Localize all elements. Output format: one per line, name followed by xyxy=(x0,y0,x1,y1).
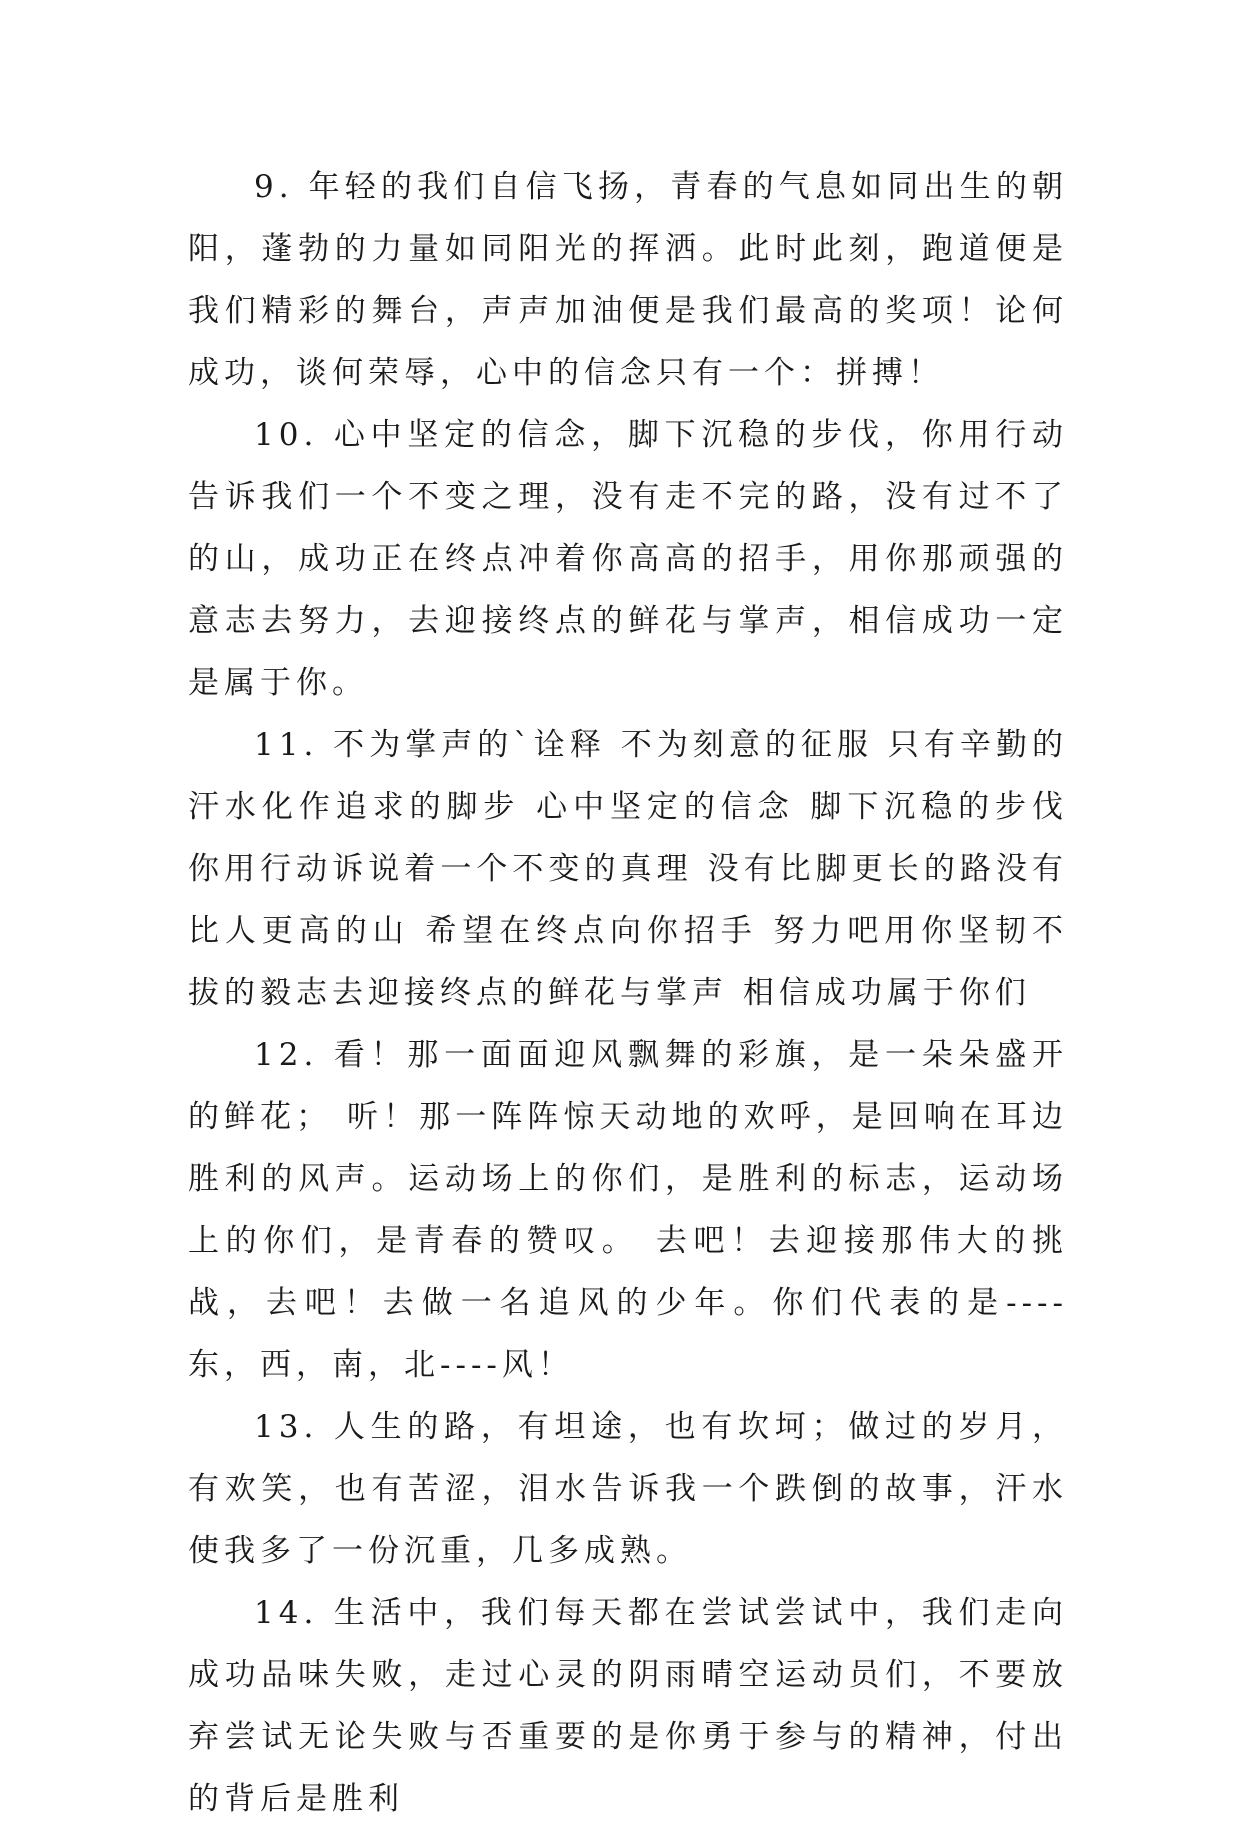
paragraph-12: 12. 看！那一面面迎风飘舞的彩旗，是一朵朵盛开的鲜花； 听！那一阵阵惊天动地的欢呼，是回响在耳边胜利的风声。运动场上的你们，是胜利的标志，运动场上的你们，是青春的赞叹。 去吧！去迎接那伟大的挑战，去吧！去做一名追风的少年。你们代表的是----东，西，南，北----风！ xyxy=(188,1037,1068,1383)
paragraph-14: 14. 生活中，我们每天都在尝试尝试中，我们走向成功品味失败，走过心灵的阴雨晴空运动员们，不要放弃尝试无论失败与否重要的是你勇于参与的精神，付出的背后是胜利 xyxy=(188,1595,1068,1817)
paragraph-13: 13. 人生的路，有坦途，也有坎坷；做过的岁月，有欢笑，也有苦涩，泪水告诉我一个跌倒的故事，汗水使我多了一份沉重，几多成熟。 xyxy=(188,1409,1068,1569)
document-body xyxy=(188,156,1068,1830)
paragraph-10: 10. 心中坚定的信念，脚下沉稳的步伐，你用行动告诉我们一个不变之理，没有走不完的路，没有过不了的山，成功正在终点冲着你高高的招手，用你那顽强的意志去努力，去迎接终点的鲜花与掌声，相信成功一定是属于你。 xyxy=(188,417,1068,701)
paragraph-11: 11. 不为掌声的`诠释 不为刻意的征服 只有辛勤的汗水化作追求的脚步 心中坚定的信念 脚下沉稳的步伐 你用行动诉说着一个不变的真理 没有比脚更长的路没有比人更高的山 希望在终点向你招手 努力吧用你坚韧不拔的毅志去迎接终点的鲜花与掌声 相信成功属于你们 xyxy=(188,727,1068,1011)
paragraph-9: 9. 年轻的我们自信飞扬，青春的气息如同出生的朝阳，蓬勃的力量如同阳光的挥洒。此时此刻，跑道便是我们精彩的舞台，声声加油便是我们最高的奖项！论何成功，谈何荣辱，心中的信念只有一个：拼搏！ xyxy=(188,169,1068,391)
